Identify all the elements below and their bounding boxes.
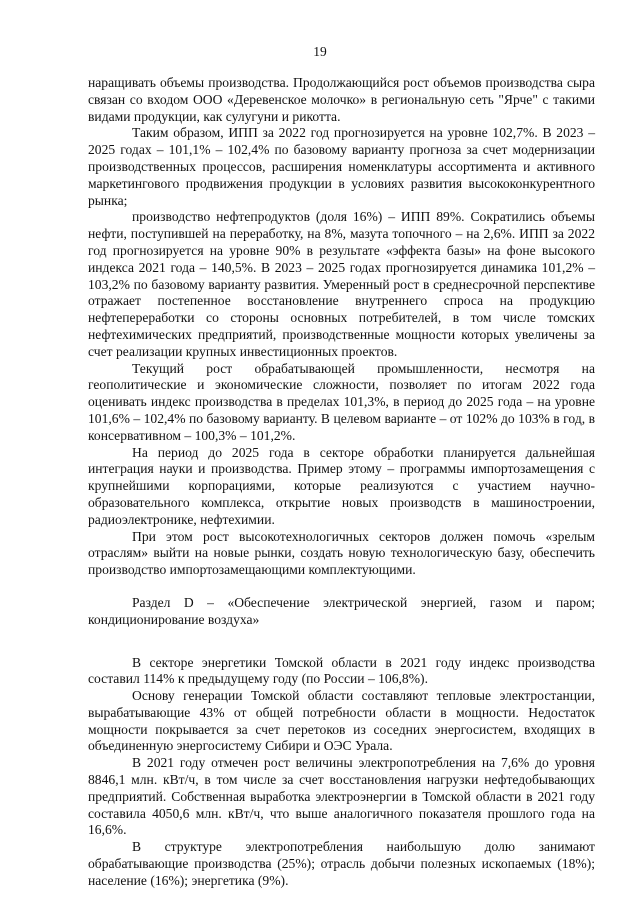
section-d-heading: Раздел D – «Обеспечение электрической энергией, газом и паром; кондиционирование воздуха» <box>88 594 595 627</box>
paragraph-consumption-growth: В 2021 году отмечен рост величины электропотребления на 7,6% до уровня 8846,1 млн. кВт/ч, в том числе за счет восстановления нагрузки нефтедобывающих предприятий. Собственная выработка электроэнергии в Томской области в 2021 году составила 4050,6 млн. кВт/ч, что выше аналогичного показателя прошлого года на 16,6%. <box>88 755 595 838</box>
paragraph-cheese-production: наращивать объемы производства. Продолжающийся рост объемов производства сыра связан со входом ООО «Деревенское молочко» в региональную сеть "Ярче" с такими видами продукции, как сулугуни и рикотта. <box>88 75 595 124</box>
page-number: 19 <box>313 44 327 59</box>
paragraph-generation-base: Основу генерации Томской области составляют тепловые электростанции, вырабатывающие 43% от общей потребности области в мощности. Недостаток мощности покрывается за счет перетоков из соседних энергосистем, входящих в объединенную энергосистему Сибири и ОЭС Урала. <box>88 688 595 754</box>
paragraph-energy-index: В секторе энергетики Томской области в 2021 году индекс производства составил 114% к предыдущему году (по России – 106,8%). <box>88 654 595 687</box>
paragraph-oil-products: производство нефтепродуктов (доля 16%) – ИПП 89%. Сократились объемы нефти, поступившей на переработку, на 8%, мазута топочного – на 2,6%. ИПП за 2022 год прогнозируется на уровне 90% в результате «эффекта базы» на фоне высокого индекса 2021 года – 140,5%. В 2023 – 2025 годах прогнозируется динамика 101,2% – 103,2% по базовому варианту развития. Умеренный рост в среднесрочной перспективе отражает постепенное восстановление внутреннего спроса на продукцию нефтепереработки со стороны основных потребителей, в том числе томских нефтехимических предприятий, производственные мощности которых увеличены за счет реализации крупных инвестиционных проектов. <box>88 209 595 359</box>
document-body <box>88 75 595 890</box>
paragraph-science-integration: На период до 2025 года в секторе обработки планируется дальнейшая интеграция науки и производства. Пример этому – программы импортозамещения с крупнейшими корпорациями, которые реализуются с участием научно-образовательного комплекса, открытие новых производств в машиностроении, радиоэлектронике, нефтехимии. <box>88 444 595 527</box>
paragraph-manufacturing-growth: Текущий рост обрабатывающей промышленности, несмотря на геополитические и экономические сложности, позволяет по итогам 2022 года оценивать индекс производства в пределах 101,3%, в период до 2025 года – на уровне 101,6% – 102,4% по базовому варианту. В целевом варианте – от 102% до 103% в год, в консервативном – 100,3% – 101,2%. <box>88 360 595 443</box>
paragraph-high-tech-sectors: При этом рост высокотехнологичных секторов должен помочь «зрелым отраслям» выйти на новые рынки, создать новую технологическую базу, обеспечить производство импортозамещающими комплектующими. <box>88 528 595 578</box>
paragraph-consumption-structure: В структуре электропотребления наибольшую долю занимают обрабатывающие производства (25%); отрасль добычи полезных ископаемых (18%); население (16%); энергетика (9%). <box>88 839 595 888</box>
paragraph-ipp-forecast: Таким образом, ИПП за 2022 год прогнозируется на уровне 102,7%. В 2023 – 2025 годах – 101,1% – 102,4% по базовому варианту прогноза за счет модернизации производственных процессов, расширения номенклатуры ассортимента и активного маркетингового продвижения продукции в условиях развития высококонкурентного рынка; <box>88 125 595 208</box>
